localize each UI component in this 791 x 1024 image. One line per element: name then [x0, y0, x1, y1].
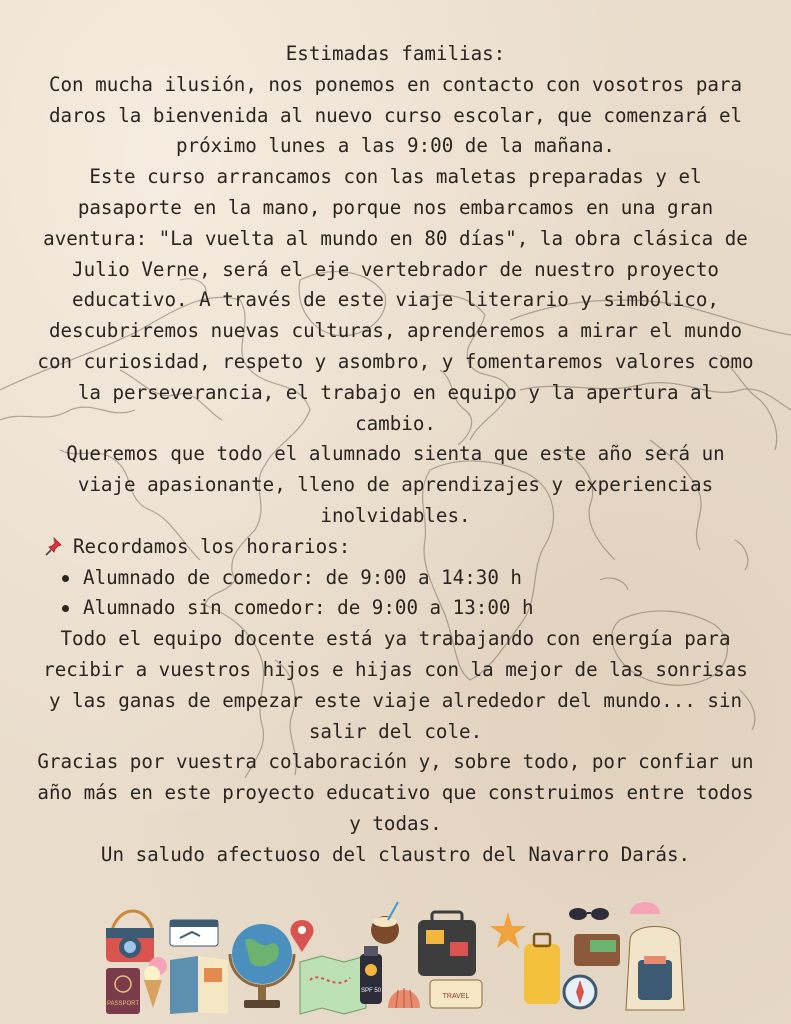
schedule-item-text: Alumnado sin comedor: de 9:00 a 13:00 h: [83, 596, 534, 620]
list-item: [36, 563, 755, 594]
camera-icon: [106, 911, 154, 962]
wallet-icon: [574, 934, 620, 966]
paragraph-journey: Queremos que todo el alumnado sienta que este año será un viaje apasionante, lleno de aprendizajes y experiencias inolvidables.: [66, 442, 725, 527]
pushpin-icon: [45, 536, 65, 556]
schedule-reminder: [45, 532, 764, 563]
schedule-item-text: Alumnado de comedor: de 9:00 a 14:30 h: [83, 565, 522, 589]
map-icon: [300, 956, 366, 1014]
bullet-icon: [62, 575, 69, 582]
sunscreen-icon: [360, 946, 382, 1004]
compass-icon: [564, 976, 596, 1008]
paragraph-project: Este curso arrancamos con las maletas preparadas y el pasaporte en la mano, porque nos embarcamos en una gran aventura: "La vuelta al mundo en 80 días", la obra clásica de Julio Verne, será el eje vertebrador de nuestro proyecto educativo. A través de este viaje literario y simbólico, descubriremos nuevas culturas, aprenderemos a mirar el mundo con curiosidad, respeto y asombro, y fomentaremos valores como la perseverancia, el trabajo en equipo y la apertura al cambio.: [37, 165, 754, 435]
globe-icon: [230, 924, 294, 1008]
paragraph-team: Todo el equipo docente está ya trabajando con energía para recibir a vuestros hijos e hijas con la mejor de las sonrisas y las ganas de empezar este viaje alrededor del mundo... sin salir del cole.: [43, 627, 748, 743]
book-icon: [170, 956, 228, 1014]
location-pin-icon: [290, 920, 313, 952]
list-item: [36, 593, 755, 624]
signature: Un saludo afectuoso del claustro del Navarro Darás.: [100, 842, 691, 866]
greeting: Estimadas familias:: [285, 42, 506, 65]
travel-tag-label: TRAVEL: [442, 993, 470, 1000]
schedule-list: [36, 563, 755, 625]
coconut-drink-icon: [371, 902, 399, 944]
backpack-icon: [626, 927, 684, 1011]
starfish-icon: [490, 912, 526, 948]
welcome-letter: [36, 39, 755, 871]
bullet-icon: [62, 605, 69, 612]
shell-icon: [388, 988, 420, 1008]
luggage-icon: [524, 934, 560, 1004]
seashell-icon: [630, 902, 660, 914]
reminder-title: Recordamos los horarios:: [73, 534, 351, 558]
paragraph-welcome: Con mucha ilusión, nos ponemos en contacto con vosotros para daros la bienvenida al nuevo curso escolar, que comenzará el próximo lunes a las 9:00 de la mañana.: [48, 72, 743, 158]
travel-tag-icon: [430, 980, 482, 1008]
passport-label: PASSPORT: [106, 1001, 140, 1007]
ticket-icon: [170, 920, 218, 946]
suitcase-icon: [418, 912, 476, 976]
sunglasses-icon: [569, 908, 609, 920]
paragraph-thanks: Gracias por vuestra colaboración y, sobre todo, por confiar un año más en este proyecto educativo que construimos entre todos y todas.: [37, 750, 754, 835]
ice-cream-icon: [144, 957, 167, 1008]
sunscreen-label: SPF 50: [360, 988, 382, 994]
passport-icon: [106, 968, 140, 1014]
travel-illustrations: [100, 900, 690, 1018]
